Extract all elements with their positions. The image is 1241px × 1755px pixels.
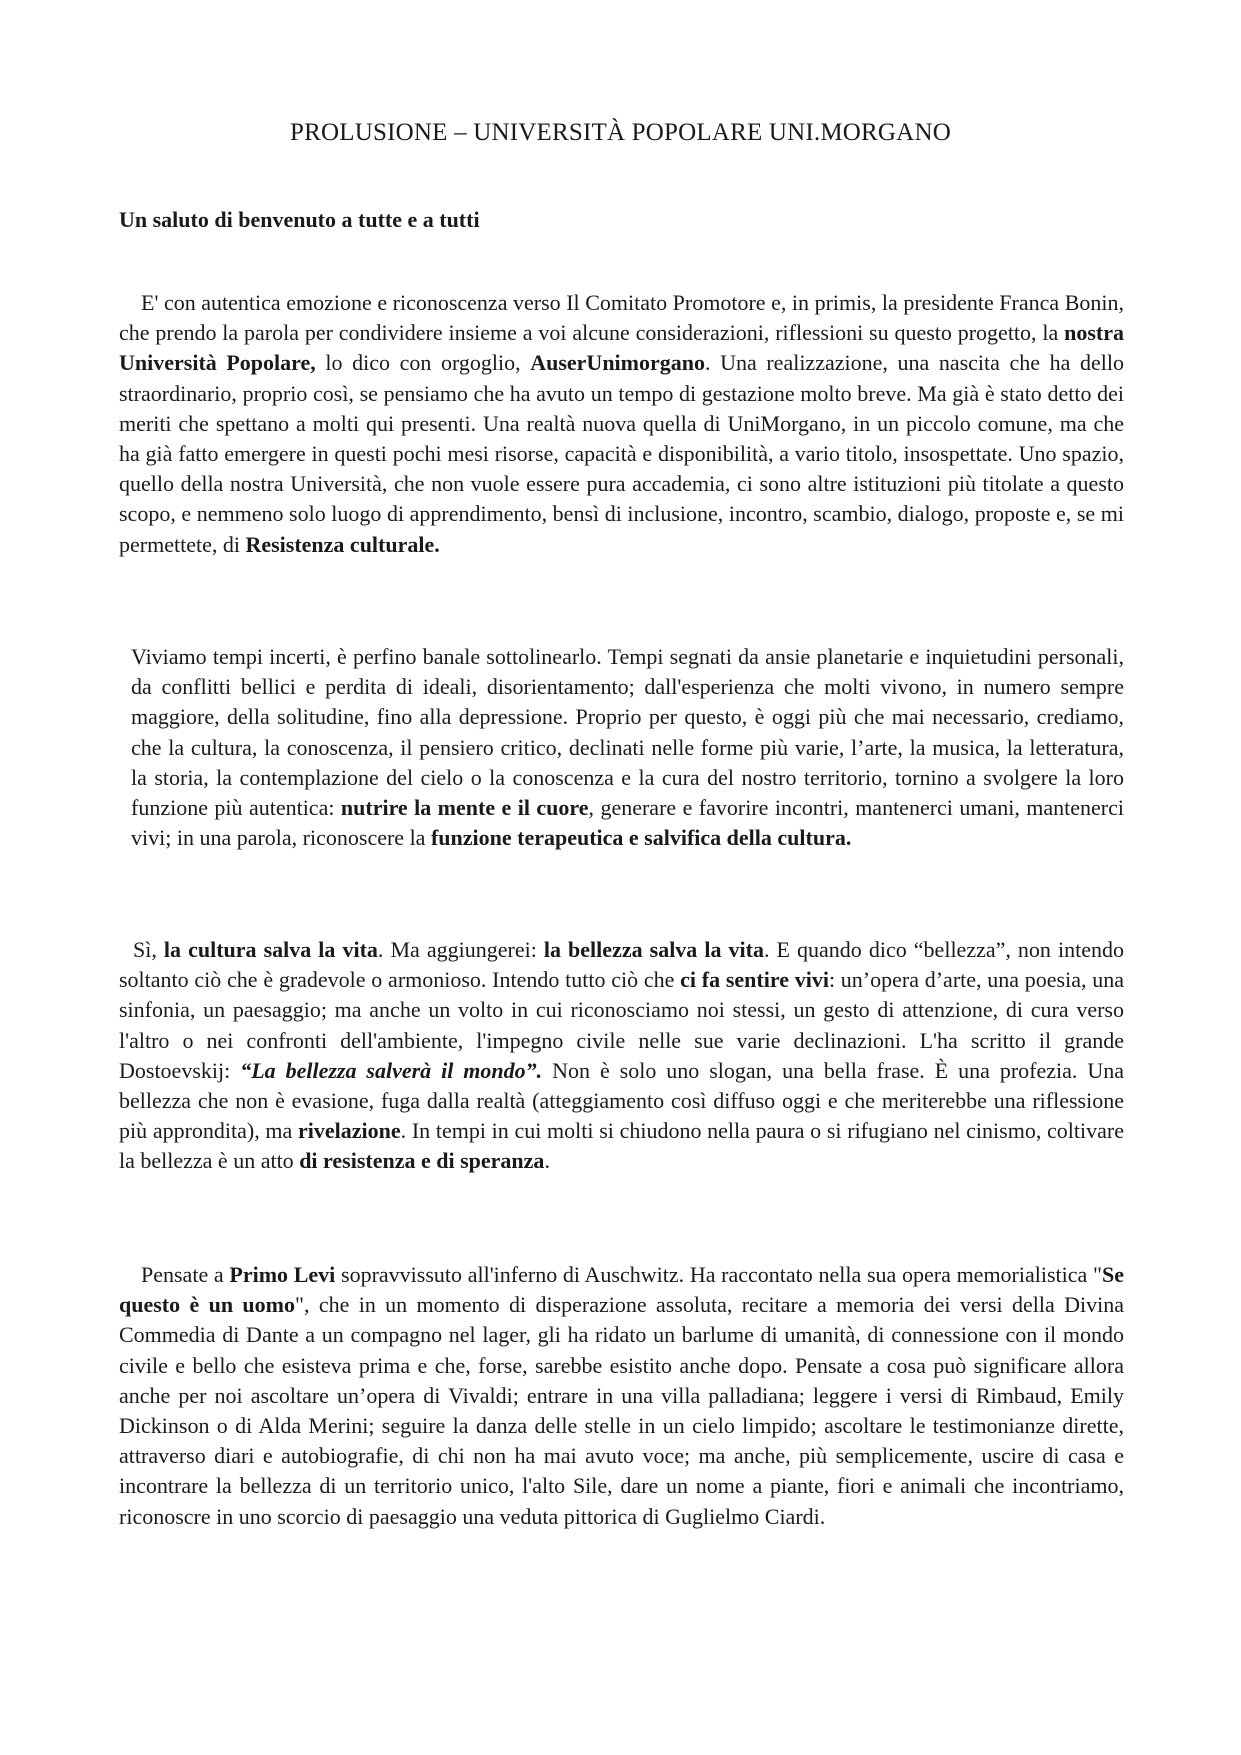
document-title: PROLUSIONE – UNIVERSITÀ POPOLARE UNI.MORGANO xyxy=(290,119,951,146)
body-text: . Una realizzazione, una nascita che ha dello straordinario, proprio così, se pensiamo che ha avuto un tempo di gestazione molto breve. Ma già è stato detto dei meriti che spettano a molti qui presenti. Una realtà nuova quella di UniMorgano, in un piccolo comune, ma che ha già fatto emergere in questi pochi mesi risorse, capacità e disponibilità, a vario titolo, insospettate. Uno spazio, quello della nostra Università, che non vuole essere pura accademia, ci sono altre istituzioni più titolate a questo scopo, e nemmeno solo luogo di apprendimento, bensì di inclusione, incontro, scambio, dialogo, proposte e, se mi permettete, di xyxy=(119,350,1125,557)
emphasis-text: Resistenza culturale. xyxy=(245,531,440,557)
emphasis-text: rivelazione xyxy=(298,1118,401,1144)
body-text: Pensate a xyxy=(141,1262,230,1287)
paragraph-2 xyxy=(131,642,1124,853)
paragraph-1 xyxy=(119,288,1124,560)
emphasis-text: la bellezza salva la vita xyxy=(543,937,764,962)
body-text: sopravvissuto all'inferno di Auschwitz. Ha raccontato nella sua opera memorialistica " xyxy=(335,1262,1102,1287)
body-text: Viviamo tempi incerti, è perfino banale sottolinearlo. Tempi segnati da ansie planetarie e inquietudini personali, da conflitti bellici e perdita di ideali, disorientamento; dall'esperienza che molti vivono, in numero sempre maggiore, della solitudine, fino alla depressione. Proprio per questo, è oggi più che mai necessario, crediamo, che la cultura, la conoscenza, il pensiero critico, declinati nelle forme più varie, l’arte, la musica, la letteratura, la storia, la contemplazione del cielo o la conoscenza e la cura del nostro territorio, tornino a svolgere la loro funzione più autentica: xyxy=(131,644,1124,821)
emphasis-text: la cultura salva la vita xyxy=(163,937,378,962)
body-text: Non è solo uno slogan, una bella frase. È una profezia. Una bellezza che non è evasione, fuga dalla realtà (atteggiamento così diffuso oggi e che meriterebbe una riflessione più approndita), ma xyxy=(119,1057,1125,1144)
body-text: , generare e favorire incontri, mantenerci umani, mantenerci vivi; in una parola, riconoscere la xyxy=(131,795,1124,851)
body-text: E' con autentica emozione e riconoscenza verso Il Comitato Promotore e, in primis, la presidente Franca Bonin, che prendo la parola per condividere insieme a voi alcune considerazioni, riflessioni su questo progetto, la xyxy=(119,290,1124,346)
emphasis-text: Se questo è un uomo xyxy=(119,1262,1124,1318)
emphasis-text: nutrire la mente e il cuore xyxy=(340,795,589,821)
body-text: lo dico con orgoglio, xyxy=(315,350,531,376)
body-text: Sì, xyxy=(133,937,164,962)
greeting-heading: Un saluto di benvenuto a tutte e a tutti xyxy=(119,207,480,232)
body-text: ", che in un momento di disperazione assoluta, recitare a memoria dei versi della Divina Commedia di Dante a un compagno nel lager, gli ha ridato un barlume di umanità, di connessione con il mondo civile e bello che esisteva prima e che, forse, sarebbe esistito anche dopo. Pensate a cosa può significare allora anche per noi ascoltare un’opera di Vivaldi; entrare in una villa palladiana; leggere i versi di Rimbaud, Emily Dickinson o di Alda Merini; seguire la danza delle stelle in un cielo limpido; ascoltare le testimonianze dirette, attraverso diari e autobiografie, di chi non ha mai avuto voce; ma anche, più semplicemente, uscire di casa e incontrare la bellezza di un territorio unico, l'alto Sile, dare un nome a piante, fiori e animali che incontriamo, riconoscre in uno scorcio di paesaggio una veduta pittorica di Guglielmo Ciardi. xyxy=(119,1292,1124,1529)
body-text: . In tempi in cui molti si chiudono nella paura o si rifugiano nel cinismo, coltivare la bellezza è un atto xyxy=(119,1118,1124,1174)
emphasis-text: Primo Levi xyxy=(229,1262,336,1287)
paragraph-4 xyxy=(119,1260,1124,1532)
body-text: . xyxy=(544,1148,550,1174)
body-text: . E quando dico “bellezza”, non intendo soltanto ciò che è gradevole o armonioso. Intendo tutto ciò che xyxy=(119,937,1124,993)
quote-text: “La bellezza salverà il mondo”. xyxy=(240,1057,543,1083)
body-text: : un’opera d’arte, una poesia, una sinfonia, un paesaggio; ma anche un volto in cui riconosciamo noi stessi, un gesto di attenzione, di cura verso l'altro o nei confronti dell'ambiente, l'impegno civile nelle sue varie declinazioni. L'ha scritto il grande Dostoevskij: xyxy=(119,967,1124,1083)
emphasis-text: funzione terapeutica e salvifica della cultura. xyxy=(430,825,852,851)
emphasis-text: AuserUnimorgano xyxy=(530,350,705,376)
paragraph-3 xyxy=(119,935,1124,1177)
emphasis-text: nostra Università Popolare, xyxy=(119,320,1124,376)
body-text: . Ma aggiungerei: xyxy=(377,937,544,962)
emphasis-text: ci fa sentire vivi xyxy=(680,967,829,993)
emphasis-text: di resistenza e di speranza xyxy=(299,1148,545,1174)
